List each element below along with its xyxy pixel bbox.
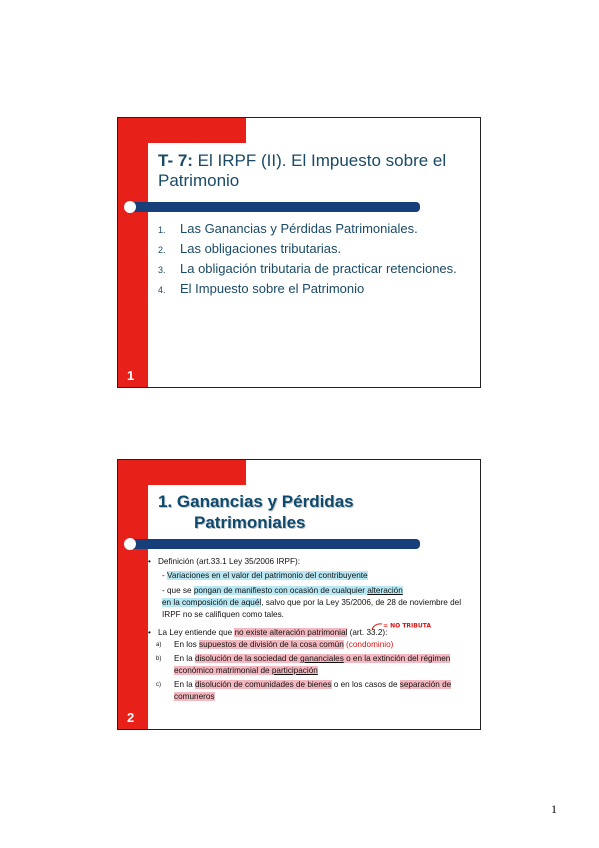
agenda-item-text: Las Ganancias y Pérdidas Patrimoniales. bbox=[180, 221, 418, 236]
slide-2-title bbox=[158, 491, 354, 533]
underline-dot bbox=[124, 538, 136, 550]
agenda-item-number: 1. bbox=[158, 225, 166, 235]
agenda-item bbox=[158, 241, 458, 257]
agenda-item-text: El Impuesto sobre el Patrimonio bbox=[180, 281, 365, 296]
dash: - bbox=[162, 571, 168, 580]
highlight-no-alteracion: no existe alteración patrimonial bbox=[234, 628, 348, 637]
ley-post: (art. 33.2): bbox=[347, 628, 388, 637]
agenda-item-text: La obligación tributaria de practicar retenciones. bbox=[180, 261, 457, 276]
title-underline-bar bbox=[126, 539, 420, 549]
handwritten-annotation bbox=[371, 622, 431, 630]
agenda-item-number: 4. bbox=[158, 285, 166, 295]
dash: - que se bbox=[162, 586, 194, 595]
case-pre: En la bbox=[174, 654, 195, 663]
title-topic-number: T- 7: bbox=[158, 151, 193, 170]
case-letter: a) bbox=[156, 642, 162, 648]
agenda-item-text: Las obligaciones tributarias. bbox=[180, 241, 342, 256]
underline-gananciales: gananciales bbox=[300, 654, 344, 663]
underline-alteracion: alteración bbox=[367, 586, 403, 595]
highlight-manifest: pongan de manifiesto con ocasión de cualquier bbox=[193, 586, 368, 595]
slide-2 bbox=[117, 459, 481, 730]
highlight-variation: Variaciones en el valor del patrimonio del contribuyente bbox=[167, 571, 368, 580]
agenda-item bbox=[158, 221, 458, 237]
variation-line bbox=[148, 570, 478, 582]
agenda-item-number: 3. bbox=[158, 265, 166, 275]
highlight-comuneros: separación de comuneros bbox=[174, 680, 452, 701]
title-text: El IRPF (II). El Impuesto sobre el Patrimonio bbox=[158, 151, 447, 190]
case-pre: En los bbox=[174, 640, 200, 649]
case-letter: c) bbox=[156, 682, 161, 688]
case-b bbox=[148, 653, 478, 677]
underline-participacion: participación bbox=[271, 666, 318, 675]
slide-number: 1 bbox=[127, 368, 135, 383]
case-pre: En la bbox=[174, 680, 195, 689]
agenda-item-number: 2. bbox=[158, 245, 166, 255]
case-c bbox=[148, 679, 478, 703]
slide-1-title bbox=[158, 151, 476, 191]
underline-dot bbox=[124, 201, 136, 213]
highlight-cosa-comun: supuestos de división de la cosa común bbox=[199, 640, 344, 649]
slide-number: 2 bbox=[127, 710, 135, 725]
case-letter: b) bbox=[156, 656, 162, 662]
bullet-icon: • bbox=[148, 628, 151, 637]
agenda-list bbox=[158, 221, 458, 301]
page-number: 1 bbox=[551, 802, 557, 816]
condition-paragraph bbox=[148, 585, 478, 621]
title-underline-bar bbox=[126, 202, 420, 212]
bullet-icon: • bbox=[148, 557, 151, 566]
agenda-item bbox=[158, 261, 458, 277]
definition-bullet bbox=[148, 556, 478, 568]
condition-rest: , salvo que por la Ley 35/2006, de 28 de noviembre del IRPF no se califiquen como tales. bbox=[162, 598, 462, 619]
slide-1 bbox=[117, 117, 481, 388]
highlight-regimen: o en la extinción del régimen económico matrimonial de bbox=[174, 654, 451, 675]
definition-label: Definición (art.33.1 Ley 35/2006 IRPF): bbox=[158, 557, 300, 566]
highlight-comunidades: disolución de comunidades de bienes bbox=[194, 680, 332, 689]
highlight-composition: en la composición de aquél bbox=[162, 598, 262, 607]
ley-pre: La Ley entiende que bbox=[158, 628, 235, 637]
highlight-disolucion: disolución de la sociedad de bbox=[194, 654, 301, 663]
case-mid: o en los casos de bbox=[331, 680, 400, 689]
title-line-1: 1. Ganancias y Pérdidas bbox=[158, 492, 354, 511]
annotation-text: = NO TRIBUTA bbox=[383, 622, 431, 630]
case-a bbox=[148, 639, 478, 651]
condominio-note: (condominio) bbox=[343, 640, 394, 649]
annotation-arrow-icon bbox=[371, 622, 383, 630]
agenda-item bbox=[158, 281, 458, 297]
title-line-2: Patrimoniales bbox=[194, 513, 306, 532]
